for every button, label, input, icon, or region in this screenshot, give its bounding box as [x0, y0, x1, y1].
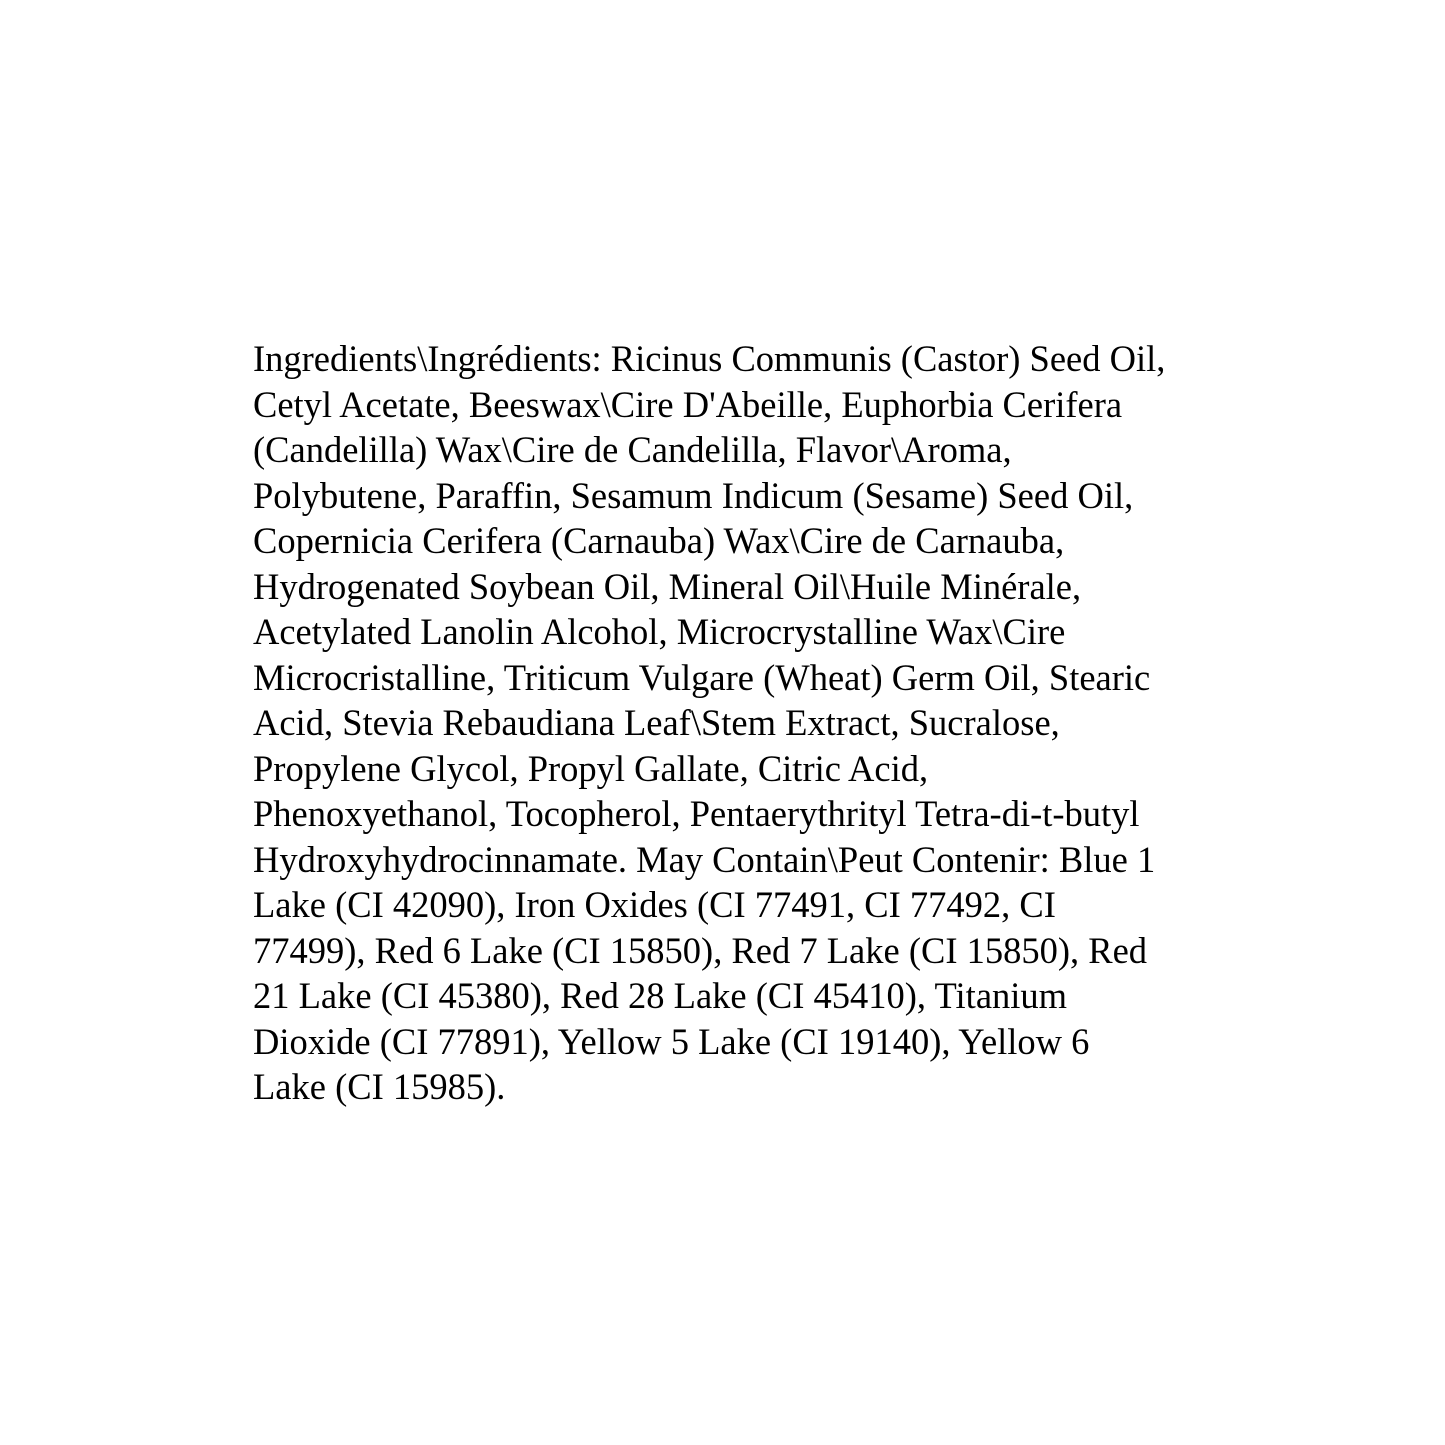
ingredients-line: Dioxide (CI 77891), Yellow 5 Lake (CI 19140), Yellow 6: [253, 1020, 1090, 1062]
ingredients-line: 21 Lake (CI 45380), Red 28 Lake (CI 45410), Titanium: [253, 975, 1068, 1016]
ingredients-line: Lake (CI 15985).: [253, 1066, 506, 1107]
ingredients-line: Acetylated Lanolin Alcohol, Microcrystalline Wax\Cire: [253, 611, 1066, 652]
ingredients-line: Hydroxyhydrocinnamate. May Contain\Peut Contenir: Blue 1: [253, 838, 1156, 880]
ingredients-paragraph: [253, 336, 1253, 1110]
ingredients-line: Acid, Stevia Rebaudiana Leaf\Stem Extract, Sucralose,: [253, 702, 1060, 743]
ingredients-line: Lake (CI 42090), Iron Oxides (CI 77491, CI 77492, CI: [253, 884, 1056, 925]
ingredients-line: 77499), Red 6 Lake (CI 15850), Red 7 Lake (CI 15850), Red: [253, 929, 1148, 971]
ingredients-line: Copernicia Cerifera (Carnauba) Wax\Cire de Carnauba,: [253, 520, 1065, 561]
ingredients-line: Microcristalline, Triticum Vulgare (Wheat) Germ Oil, Stearic: [253, 656, 1151, 698]
ingredients-line: Phenoxyethanol, Tocopherol, Pentaerythrityl Tetra-di-t-butyl: [253, 793, 1140, 834]
ingredients-line: (Candelilla) Wax\Cire de Candelilla, Flavor\Aroma,: [253, 429, 1012, 470]
ingredients-line: Polybutene, Paraffin, Sesamum Indicum (Sesame) Seed Oil,: [253, 474, 1134, 516]
ingredients-line: Cetyl Acetate, Beeswax\Cire D'Abeille, Euphorbia Cerifera: [253, 383, 1123, 425]
ingredients-line: Ingredients\Ingrédients: Ricinus Communis (Castor) Seed Oil,: [253, 338, 1166, 379]
ingredients-line: Propylene Glycol, Propyl Gallate, Citric Acid,: [253, 747, 929, 789]
ingredients-line: Hydrogenated Soybean Oil, Mineral Oil\Huile Minérale,: [253, 565, 1082, 607]
